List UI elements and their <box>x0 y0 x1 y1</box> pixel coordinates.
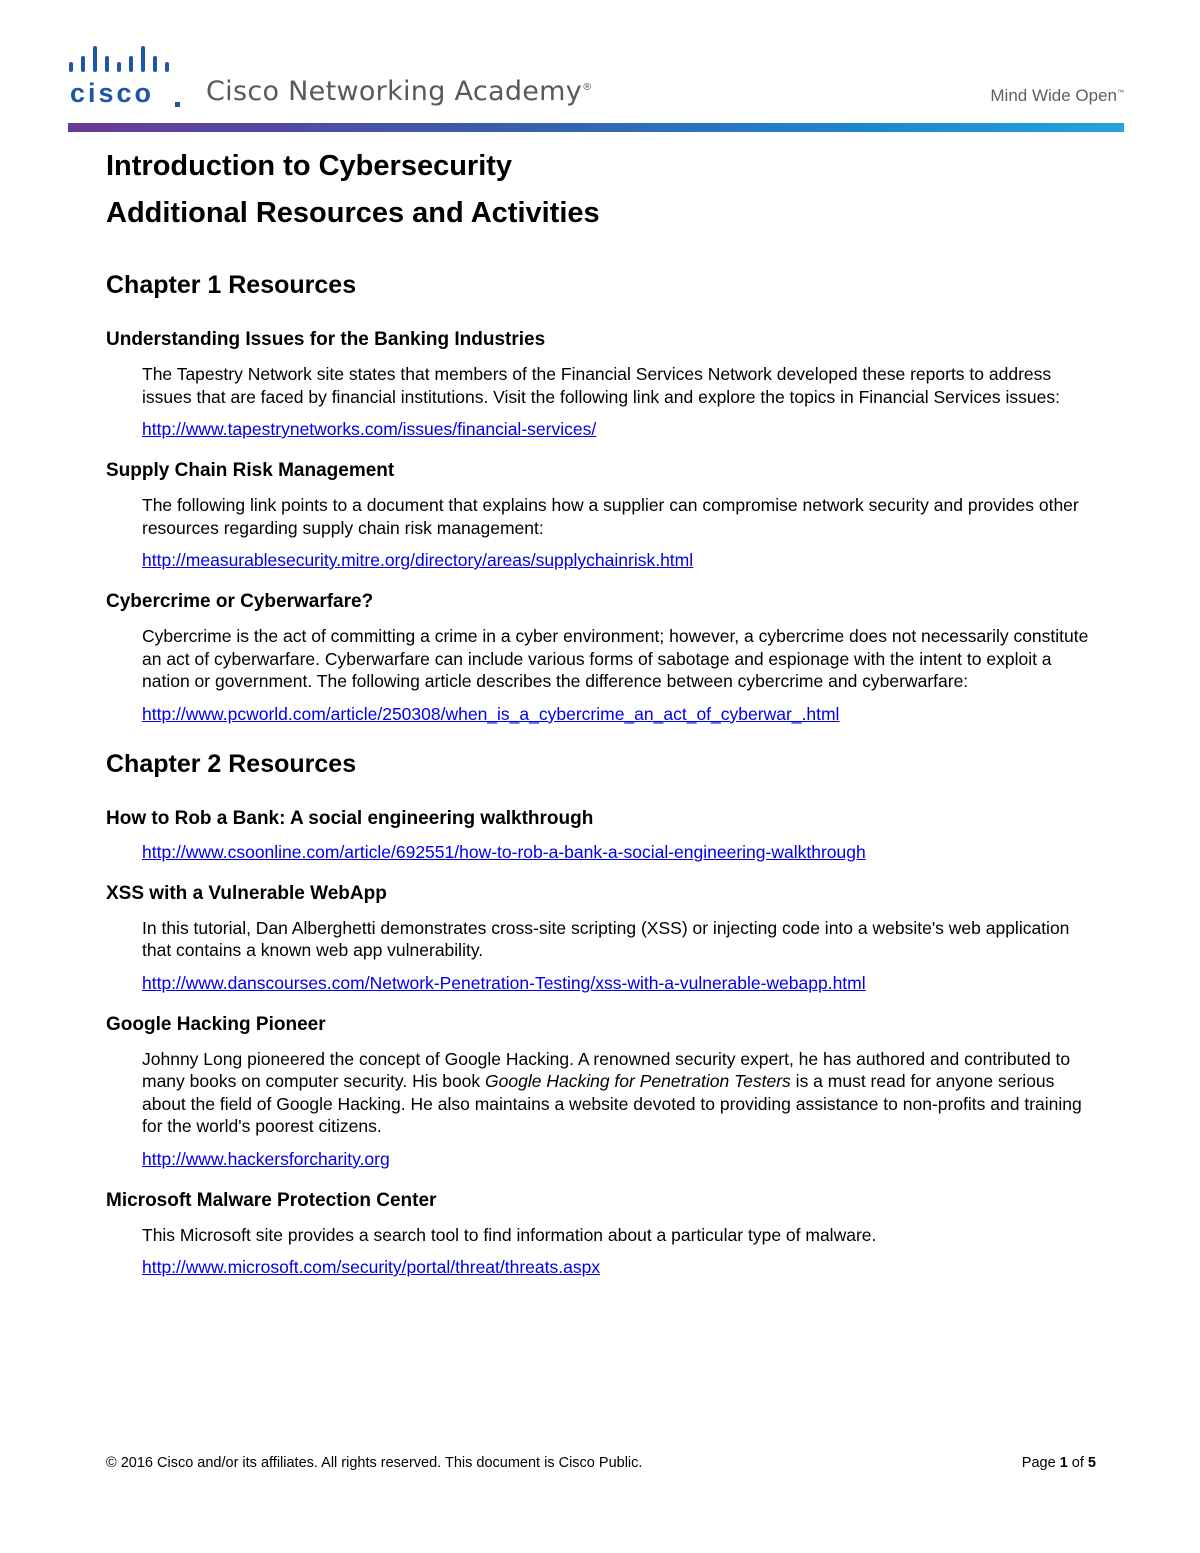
resource-title: Supply Chain Risk Management <box>106 460 395 481</box>
page-of: of <box>1067 1455 1088 1471</box>
resource-link[interactable]: http://www.tapestrynetworks.com/issues/financial-services/ <box>142 419 597 439</box>
resource-title: Cybercrime or Cyberwarfare? <box>106 591 374 612</box>
resource-cybercrime <box>106 590 1106 725</box>
resource-description: This Microsoft site provides a search tool to find information about a particular type of malware. <box>142 1224 877 1245</box>
copyright-notice: © 2016 Cisco and/or its affiliates. All rights reserved. This document is Cisco Public. <box>106 1455 643 1471</box>
resource-link[interactable]: http://measurablesecurity.mitre.org/directory/areas/supplychainrisk.html <box>142 550 694 570</box>
tagline-text: Mind Wide Open <box>990 86 1117 105</box>
resource-xss-webapp <box>106 882 1106 994</box>
description-text: is a must read for anyone serious about the field of Google Hacking. He also maintains a website devoted to providing assistance to non-profits and training for the world's poorest citizens. <box>142 1071 1082 1136</box>
resource-google-hacking <box>106 1013 1106 1170</box>
resource-description <box>142 1048 1092 1138</box>
resource-title: Understanding Issues for the Banking Industries <box>106 329 546 350</box>
trademark-mark: ™ <box>1117 89 1124 97</box>
tagline <box>990 86 1124 106</box>
chapter-2-heading: Chapter 2 Resources <box>106 749 357 778</box>
resource-supply-chain <box>106 459 1106 571</box>
resource-link[interactable]: http://www.danscourses.com/Network-Penetration-Testing/xss-with-a-vulnerable-webapp.html <box>142 972 866 993</box>
resource-description: Cybercrime is the act of committing a crime in a cyber environment; however, a cybercrime does not necessarily constitute an act of cyberwarfare. Cyberwarfare can include various forms of sabotage and espionage with the intent to exploit a nation or government. The following article describes the difference between cybercrime and cyberwarfare: <box>142 626 1089 691</box>
resource-title: XSS with a Vulnerable WebApp <box>106 882 387 904</box>
resource-microsoft-malware <box>106 1189 1106 1279</box>
page-total: 5 <box>1087 1455 1096 1471</box>
page-number <box>1022 1455 1096 1471</box>
resource-description: The following link points to a document that explains how a supplier can compromise network security and provides other resources regarding supply chain risk management: <box>142 495 1079 538</box>
cisco-logo-wordmark: cisco <box>70 78 155 108</box>
document-body <box>106 148 1106 1278</box>
resource-title: Google Hacking Pioneer <box>106 1013 326 1035</box>
resource-title: How to Rob a Bank: A social engineering walkthrough <box>106 807 594 829</box>
cisco-logo-bars-icon <box>68 44 180 76</box>
resource-link[interactable]: http://www.pcworld.com/article/250308/when_is_a_cybercrime_an_act_of_cyberwar_.html <box>142 703 840 724</box>
cisco-logo-dot <box>175 102 180 107</box>
resource-banking-issues <box>106 328 1106 440</box>
document-header <box>68 44 1124 134</box>
resource-rob-a-bank <box>106 807 1106 863</box>
resource-link[interactable]: http://www.csoonline.com/article/692551/how-to-rob-a-bank-a-social-engineering-walkthrough <box>142 841 866 862</box>
description-text: Johnny Long pioneered the concept of Google Hacking. A renowned security expert, he has authored and contributed to many books on computer security. His book <box>142 1048 1071 1091</box>
page-prefix: Page <box>1021 1455 1060 1471</box>
resource-link[interactable]: http://www.microsoft.com/security/portal/threat/threats.aspx <box>142 1257 601 1277</box>
page-current: 1 <box>1059 1455 1068 1471</box>
resource-link[interactable]: http://www.hackersforcharity.org <box>142 1148 390 1169</box>
resource-description: In this tutorial, Dan Alberghetti demonstrates cross-site scripting (XSS) or injecting code into a website's web application that contains a known web app vulnerability. <box>142 917 1070 960</box>
document-subtitle: Additional Resources and Activities <box>106 197 600 229</box>
resource-description: The Tapestry Network site states that members of the Financial Services Network developed these reports to address issues that are faced by financial institutions. Visit the following link and explore the topics in Financial Services issues: <box>142 364 1060 407</box>
academy-name <box>206 76 592 107</box>
book-title: Google Hacking for Penetration Testers <box>485 1071 791 1091</box>
academy-name-text: Cisco Networking Academy <box>206 76 583 107</box>
document-title: Introduction to Cybersecurity <box>106 150 513 182</box>
registered-mark: ® <box>582 82 593 93</box>
chapter-1-heading: Chapter 1 Resources <box>106 271 357 299</box>
header-gradient-rule <box>68 123 1124 132</box>
resource-title: Microsoft Malware Protection Center <box>106 1189 437 1211</box>
